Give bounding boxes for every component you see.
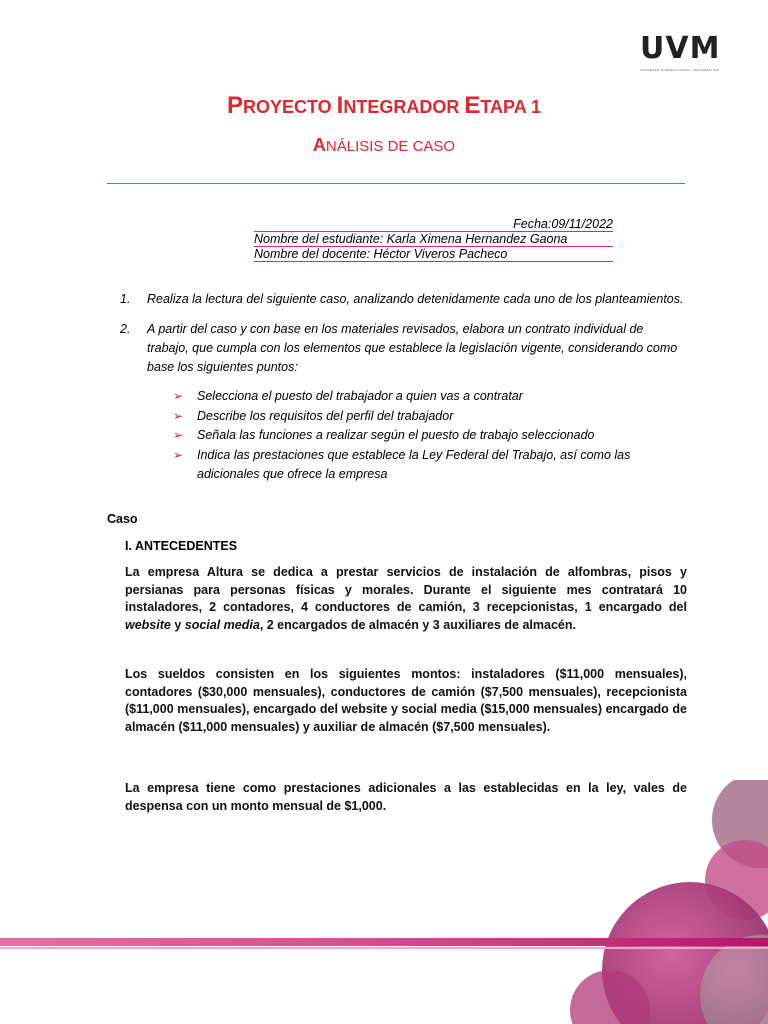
- instruction-number: 2.: [120, 322, 131, 336]
- instruction-number: 1.: [120, 292, 131, 306]
- header-divider: [107, 183, 685, 184]
- list-item: ➢ Describe los requisitos del perfil del trabajador: [173, 407, 643, 427]
- page-title: PROYECTO INTEGRADOR ETAPA 1: [226, 92, 542, 119]
- instruction-text: A partir del caso y con base en los materiales revisados, elabora un contrato individual de trabajo, que cumpla con los elementos que establece la legislación vigente, considerando como base los siguientes puntos:: [147, 322, 678, 374]
- section-heading: I. ANTECEDENTES: [125, 539, 238, 553]
- case-heading: Caso: [107, 512, 138, 526]
- arrow-bullet-icon: ➢: [173, 389, 184, 403]
- instruction-text: Realiza la lectura del siguiente caso, analizando detenidamente cada uno de los planteamientos.: [147, 292, 684, 306]
- teacher-name-field: Nombre del docente: Héctor Viveros Pacheco: [254, 247, 613, 262]
- arrow-bullet-icon: ➢: [173, 447, 184, 462]
- arrow-bullet-icon: ➢: [173, 408, 184, 423]
- page-subtitle: ANÁLISIS DE CASO: [312, 135, 456, 155]
- logo-text: UVM: [640, 31, 721, 66]
- list-item: ➢ Selecciona el puesto del trabajador a quien vas a contratar: [173, 387, 643, 407]
- date-field: Fecha:09/11/2022: [254, 217, 613, 232]
- case-paragraph-1: La empresa Altura se dedica a prestar servicios de instalación de alfombras, pisos y persianas para personas físicas y morales. Durante el siguiente mes contratará 10 instaladores, 2 contadores, 4 conductores de camión, 3 recepcionistas, 1 encargado del website y social media, 2 encargados de almacén y 3 auxiliares de almacén.: [125, 565, 687, 632]
- uvm-logo: [640, 31, 721, 74]
- decorative-footer-graphic: [0, 780, 768, 1024]
- case-paragraph-3: La empresa tiene como prestaciones adicionales a las establecidas en la ley, vales de despensa con un monto mensual de $1,000.: [125, 781, 687, 813]
- arrow-bullet-icon: ➢: [173, 428, 184, 442]
- list-item: ➢ Indica las prestaciones que establece la Ley Federal del Trabajo, así como las adicionales que ofrece la empresa: [173, 447, 631, 481]
- bullet-list: [173, 387, 643, 485]
- list-item: ➢ Señala las funciones a realizar según el puesto de trabajo seleccionado: [173, 426, 643, 446]
- logo-tagline: LAUREATE INTERNATIONAL UNIVERSITIES: [640, 68, 720, 72]
- case-paragraph-2: Los sueldos consisten en los siguientes montos: instaladores ($11,000 mensuales), contadores ($30,000 mensuales), conductores de camión ($7,500 mensuales), recepcionista ($11,000 mensuales), encargado del website y social media ($15,000 mensuales) encargado de almacén ($11,000 mensuales) y auxiliar de almacén ($7,500 mensuales).: [125, 667, 687, 734]
- student-name-field: Nombre del estudiante: Karla Ximena Hernandez Gaona: [254, 232, 613, 247]
